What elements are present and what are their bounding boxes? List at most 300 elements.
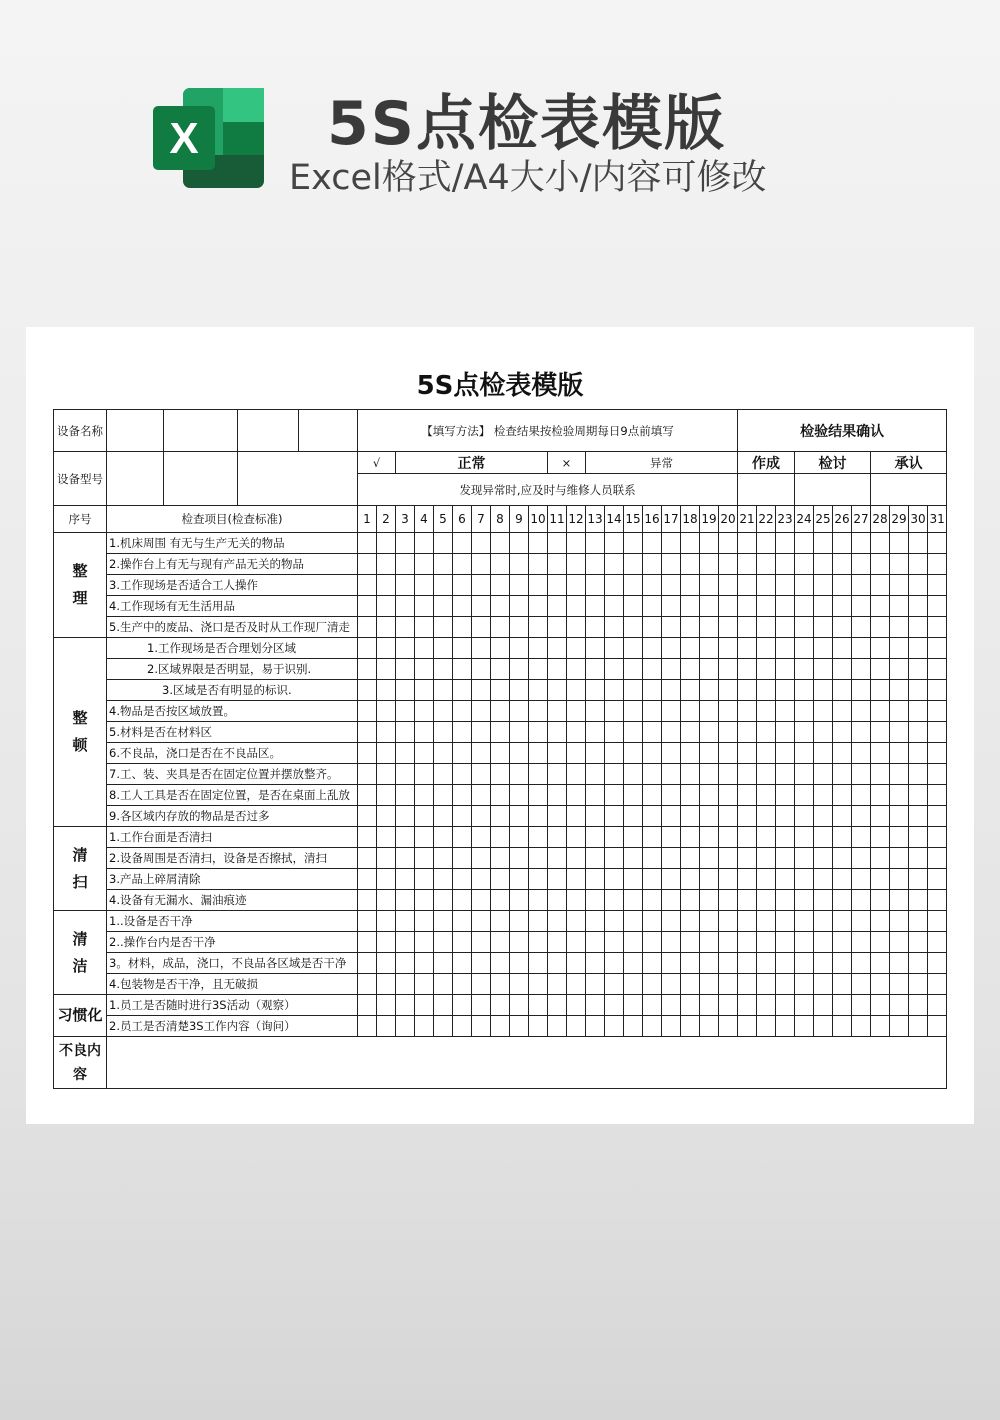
check-cell[interactable] <box>510 827 529 848</box>
check-cell[interactable] <box>662 554 681 575</box>
check-cell[interactable] <box>833 848 852 869</box>
check-cell[interactable] <box>567 743 586 764</box>
check-cell[interactable] <box>567 785 586 806</box>
check-cell[interactable] <box>833 932 852 953</box>
check-cell[interactable] <box>510 911 529 932</box>
check-cell[interactable] <box>928 533 947 554</box>
check-cell[interactable] <box>491 827 510 848</box>
check-cell[interactable] <box>814 785 833 806</box>
date-value[interactable] <box>238 410 299 451</box>
check-cell[interactable] <box>624 554 643 575</box>
check-cell[interactable] <box>510 680 529 701</box>
check-cell[interactable] <box>928 974 947 995</box>
check-cell[interactable] <box>909 701 928 722</box>
check-cell[interactable] <box>738 869 757 890</box>
check-cell[interactable] <box>358 953 377 974</box>
check-cell[interactable] <box>491 1016 510 1037</box>
check-cell[interactable] <box>643 1016 662 1037</box>
check-cell[interactable] <box>377 911 396 932</box>
check-cell[interactable] <box>548 785 567 806</box>
check-cell[interactable] <box>548 806 567 827</box>
check-cell[interactable] <box>738 827 757 848</box>
check-cell[interactable] <box>472 890 491 911</box>
check-cell[interactable] <box>871 995 890 1016</box>
check-cell[interactable] <box>415 533 434 554</box>
check-cell[interactable] <box>662 533 681 554</box>
check-cell[interactable] <box>890 785 909 806</box>
check-cell[interactable] <box>377 806 396 827</box>
check-cell[interactable] <box>909 680 928 701</box>
check-cell[interactable] <box>377 764 396 785</box>
check-cell[interactable] <box>662 743 681 764</box>
check-cell[interactable] <box>529 680 548 701</box>
owner-value[interactable] <box>238 452 358 505</box>
check-cell[interactable] <box>605 533 624 554</box>
check-cell[interactable] <box>757 596 776 617</box>
check-cell[interactable] <box>415 995 434 1016</box>
check-cell[interactable] <box>795 806 814 827</box>
check-cell[interactable] <box>776 596 795 617</box>
check-cell[interactable] <box>472 659 491 680</box>
check-cell[interactable] <box>605 1016 624 1037</box>
check-cell[interactable] <box>624 596 643 617</box>
check-cell[interactable] <box>890 617 909 638</box>
check-cell[interactable] <box>548 827 567 848</box>
check-cell[interactable] <box>757 764 776 785</box>
check-cell[interactable] <box>776 890 795 911</box>
check-cell[interactable] <box>624 911 643 932</box>
check-cell[interactable] <box>700 890 719 911</box>
check-cell[interactable] <box>871 911 890 932</box>
check-cell[interactable] <box>643 806 662 827</box>
check-cell[interactable] <box>472 806 491 827</box>
check-cell[interactable] <box>605 575 624 596</box>
check-cell[interactable] <box>434 827 453 848</box>
check-cell[interactable] <box>890 869 909 890</box>
check-cell[interactable] <box>795 764 814 785</box>
check-cell[interactable] <box>738 785 757 806</box>
check-cell[interactable] <box>833 533 852 554</box>
check-cell[interactable] <box>757 995 776 1016</box>
check-cell[interactable] <box>643 848 662 869</box>
check-cell[interactable] <box>795 932 814 953</box>
check-cell[interactable] <box>605 638 624 659</box>
check-cell[interactable] <box>928 953 947 974</box>
check-cell[interactable] <box>719 785 738 806</box>
check-cell[interactable] <box>567 701 586 722</box>
check-cell[interactable] <box>909 617 928 638</box>
check-cell[interactable] <box>890 596 909 617</box>
check-cell[interactable] <box>491 806 510 827</box>
check-cell[interactable] <box>852 533 871 554</box>
check-cell[interactable] <box>548 890 567 911</box>
check-cell[interactable] <box>434 680 453 701</box>
check-cell[interactable] <box>757 743 776 764</box>
check-cell[interactable] <box>833 596 852 617</box>
check-cell[interactable] <box>738 848 757 869</box>
check-cell[interactable] <box>700 953 719 974</box>
check-cell[interactable] <box>757 575 776 596</box>
check-cell[interactable] <box>662 911 681 932</box>
check-cell[interactable] <box>890 701 909 722</box>
check-cell[interactable] <box>358 533 377 554</box>
check-cell[interactable] <box>567 764 586 785</box>
defects-content[interactable] <box>107 1037 947 1089</box>
check-cell[interactable] <box>453 785 472 806</box>
check-cell[interactable] <box>871 764 890 785</box>
check-cell[interactable] <box>586 575 605 596</box>
check-cell[interactable] <box>738 722 757 743</box>
check-cell[interactable] <box>738 554 757 575</box>
check-cell[interactable] <box>415 932 434 953</box>
check-cell[interactable] <box>586 911 605 932</box>
check-cell[interactable] <box>890 890 909 911</box>
check-cell[interactable] <box>700 680 719 701</box>
check-cell[interactable] <box>548 596 567 617</box>
check-cell[interactable] <box>890 680 909 701</box>
check-cell[interactable] <box>814 974 833 995</box>
check-cell[interactable] <box>719 596 738 617</box>
check-cell[interactable] <box>871 617 890 638</box>
check-cell[interactable] <box>605 911 624 932</box>
check-cell[interactable] <box>510 659 529 680</box>
check-cell[interactable] <box>415 617 434 638</box>
check-cell[interactable] <box>434 533 453 554</box>
check-cell[interactable] <box>415 953 434 974</box>
check-cell[interactable] <box>529 722 548 743</box>
check-cell[interactable] <box>890 743 909 764</box>
check-cell[interactable] <box>396 764 415 785</box>
check-cell[interactable] <box>396 659 415 680</box>
check-cell[interactable] <box>643 743 662 764</box>
check-cell[interactable] <box>871 680 890 701</box>
check-cell[interactable] <box>738 596 757 617</box>
check-cell[interactable] <box>662 974 681 995</box>
check-cell[interactable] <box>719 701 738 722</box>
check-cell[interactable] <box>738 995 757 1016</box>
check-cell[interactable] <box>491 596 510 617</box>
check-cell[interactable] <box>852 575 871 596</box>
check-cell[interactable] <box>852 701 871 722</box>
check-cell[interactable] <box>871 638 890 659</box>
check-cell[interactable] <box>700 533 719 554</box>
check-cell[interactable] <box>757 869 776 890</box>
check-cell[interactable] <box>358 554 377 575</box>
check-cell[interactable] <box>643 638 662 659</box>
check-cell[interactable] <box>453 1016 472 1037</box>
check-cell[interactable] <box>776 869 795 890</box>
check-cell[interactable] <box>396 827 415 848</box>
check-cell[interactable] <box>833 554 852 575</box>
check-cell[interactable] <box>681 533 700 554</box>
check-cell[interactable] <box>662 995 681 1016</box>
check-cell[interactable] <box>928 848 947 869</box>
check-cell[interactable] <box>624 680 643 701</box>
check-cell[interactable] <box>605 659 624 680</box>
check-cell[interactable] <box>700 785 719 806</box>
check-cell[interactable] <box>928 575 947 596</box>
check-cell[interactable] <box>852 596 871 617</box>
check-cell[interactable] <box>472 533 491 554</box>
check-cell[interactable] <box>529 596 548 617</box>
check-cell[interactable] <box>605 764 624 785</box>
check-cell[interactable] <box>377 575 396 596</box>
check-cell[interactable] <box>700 554 719 575</box>
check-cell[interactable] <box>377 827 396 848</box>
check-cell[interactable] <box>681 890 700 911</box>
check-cell[interactable] <box>643 575 662 596</box>
check-cell[interactable] <box>586 932 605 953</box>
check-cell[interactable] <box>662 659 681 680</box>
check-cell[interactable] <box>567 848 586 869</box>
check-cell[interactable] <box>928 911 947 932</box>
check-cell[interactable] <box>719 764 738 785</box>
check-cell[interactable] <box>833 806 852 827</box>
check-cell[interactable] <box>358 995 377 1016</box>
check-cell[interactable] <box>624 764 643 785</box>
check-cell[interactable] <box>605 848 624 869</box>
check-cell[interactable] <box>396 743 415 764</box>
check-cell[interactable] <box>548 869 567 890</box>
check-cell[interactable] <box>548 764 567 785</box>
check-cell[interactable] <box>453 848 472 869</box>
check-cell[interactable] <box>871 596 890 617</box>
check-cell[interactable] <box>662 932 681 953</box>
check-cell[interactable] <box>377 785 396 806</box>
check-cell[interactable] <box>453 680 472 701</box>
check-cell[interactable] <box>605 617 624 638</box>
check-cell[interactable] <box>529 1016 548 1037</box>
check-cell[interactable] <box>776 743 795 764</box>
check-cell[interactable] <box>681 701 700 722</box>
check-cell[interactable] <box>605 932 624 953</box>
check-cell[interactable] <box>776 995 795 1016</box>
check-cell[interactable] <box>814 743 833 764</box>
check-cell[interactable] <box>814 806 833 827</box>
check-cell[interactable] <box>643 953 662 974</box>
check-cell[interactable] <box>605 974 624 995</box>
check-cell[interactable] <box>377 995 396 1016</box>
check-cell[interactable] <box>548 848 567 869</box>
check-cell[interactable] <box>719 638 738 659</box>
check-cell[interactable] <box>472 1016 491 1037</box>
check-cell[interactable] <box>586 680 605 701</box>
check-cell[interactable] <box>757 722 776 743</box>
check-cell[interactable] <box>928 1016 947 1037</box>
check-cell[interactable] <box>529 743 548 764</box>
check-cell[interactable] <box>472 785 491 806</box>
check-cell[interactable] <box>605 785 624 806</box>
check-cell[interactable] <box>358 848 377 869</box>
check-cell[interactable] <box>928 722 947 743</box>
check-cell[interactable] <box>909 575 928 596</box>
check-cell[interactable] <box>529 533 548 554</box>
check-cell[interactable] <box>643 533 662 554</box>
check-cell[interactable] <box>928 617 947 638</box>
check-cell[interactable] <box>434 932 453 953</box>
check-cell[interactable] <box>624 617 643 638</box>
check-cell[interactable] <box>643 974 662 995</box>
check-cell[interactable] <box>795 953 814 974</box>
check-cell[interactable] <box>396 785 415 806</box>
check-cell[interactable] <box>814 764 833 785</box>
check-cell[interactable] <box>434 554 453 575</box>
check-cell[interactable] <box>890 848 909 869</box>
check-cell[interactable] <box>700 722 719 743</box>
check-cell[interactable] <box>871 1016 890 1037</box>
check-cell[interactable] <box>472 974 491 995</box>
check-cell[interactable] <box>548 533 567 554</box>
check-cell[interactable] <box>795 701 814 722</box>
check-cell[interactable] <box>586 617 605 638</box>
check-cell[interactable] <box>472 953 491 974</box>
check-cell[interactable] <box>928 785 947 806</box>
check-cell[interactable] <box>472 911 491 932</box>
check-cell[interactable] <box>738 974 757 995</box>
check-cell[interactable] <box>529 995 548 1016</box>
check-cell[interactable] <box>510 1016 529 1037</box>
check-cell[interactable] <box>434 659 453 680</box>
check-cell[interactable] <box>567 869 586 890</box>
check-cell[interactable] <box>776 911 795 932</box>
check-cell[interactable] <box>662 953 681 974</box>
check-cell[interactable] <box>700 932 719 953</box>
check-cell[interactable] <box>776 638 795 659</box>
check-cell[interactable] <box>491 617 510 638</box>
check-cell[interactable] <box>434 974 453 995</box>
check-cell[interactable] <box>434 638 453 659</box>
check-cell[interactable] <box>852 911 871 932</box>
check-cell[interactable] <box>396 1016 415 1037</box>
check-cell[interactable] <box>814 680 833 701</box>
check-cell[interactable] <box>871 785 890 806</box>
check-cell[interactable] <box>681 659 700 680</box>
check-cell[interactable] <box>814 869 833 890</box>
check-cell[interactable] <box>890 638 909 659</box>
check-cell[interactable] <box>662 575 681 596</box>
check-cell[interactable] <box>643 596 662 617</box>
check-cell[interactable] <box>776 617 795 638</box>
check-cell[interactable] <box>586 869 605 890</box>
check-cell[interactable] <box>510 533 529 554</box>
check-cell[interactable] <box>738 617 757 638</box>
check-cell[interactable] <box>605 827 624 848</box>
check-cell[interactable] <box>415 638 434 659</box>
check-cell[interactable] <box>852 848 871 869</box>
check-cell[interactable] <box>852 659 871 680</box>
check-cell[interactable] <box>415 701 434 722</box>
check-cell[interactable] <box>662 680 681 701</box>
check-cell[interactable] <box>472 743 491 764</box>
check-cell[interactable] <box>605 596 624 617</box>
check-cell[interactable] <box>928 932 947 953</box>
check-cell[interactable] <box>852 827 871 848</box>
check-cell[interactable] <box>567 911 586 932</box>
check-cell[interactable] <box>415 890 434 911</box>
check-cell[interactable] <box>624 890 643 911</box>
check-cell[interactable] <box>833 995 852 1016</box>
check-cell[interactable] <box>396 932 415 953</box>
check-cell[interactable] <box>453 953 472 974</box>
check-cell[interactable] <box>415 659 434 680</box>
check-cell[interactable] <box>377 554 396 575</box>
check-cell[interactable] <box>415 869 434 890</box>
check-cell[interactable] <box>757 953 776 974</box>
check-cell[interactable] <box>738 953 757 974</box>
check-cell[interactable] <box>871 659 890 680</box>
check-cell[interactable] <box>491 554 510 575</box>
check-cell[interactable] <box>396 617 415 638</box>
check-cell[interactable] <box>681 953 700 974</box>
check-cell[interactable] <box>700 974 719 995</box>
check-cell[interactable] <box>510 932 529 953</box>
check-cell[interactable] <box>453 911 472 932</box>
check-cell[interactable] <box>719 827 738 848</box>
check-cell[interactable] <box>643 785 662 806</box>
check-cell[interactable] <box>586 995 605 1016</box>
check-cell[interactable] <box>415 974 434 995</box>
check-cell[interactable] <box>415 575 434 596</box>
check-cell[interactable] <box>358 932 377 953</box>
check-cell[interactable] <box>795 533 814 554</box>
check-cell[interactable] <box>700 848 719 869</box>
check-cell[interactable] <box>814 848 833 869</box>
check-cell[interactable] <box>814 722 833 743</box>
check-cell[interactable] <box>434 890 453 911</box>
check-cell[interactable] <box>624 743 643 764</box>
check-cell[interactable] <box>833 617 852 638</box>
check-cell[interactable] <box>852 806 871 827</box>
check-cell[interactable] <box>700 617 719 638</box>
check-cell[interactable] <box>928 701 947 722</box>
check-cell[interactable] <box>624 1016 643 1037</box>
check-cell[interactable] <box>719 617 738 638</box>
check-cell[interactable] <box>510 974 529 995</box>
check-cell[interactable] <box>491 995 510 1016</box>
check-cell[interactable] <box>624 953 643 974</box>
approved-sign[interactable] <box>871 474 947 506</box>
check-cell[interactable] <box>757 554 776 575</box>
check-cell[interactable] <box>605 890 624 911</box>
check-cell[interactable] <box>529 575 548 596</box>
check-cell[interactable] <box>453 806 472 827</box>
check-cell[interactable] <box>415 911 434 932</box>
check-cell[interactable] <box>586 890 605 911</box>
check-cell[interactable] <box>814 701 833 722</box>
check-cell[interactable] <box>909 995 928 1016</box>
check-cell[interactable] <box>852 638 871 659</box>
check-cell[interactable] <box>719 995 738 1016</box>
check-cell[interactable] <box>491 848 510 869</box>
check-cell[interactable] <box>472 575 491 596</box>
check-cell[interactable] <box>586 554 605 575</box>
check-cell[interactable] <box>776 827 795 848</box>
check-cell[interactable] <box>852 722 871 743</box>
check-cell[interactable] <box>491 659 510 680</box>
check-cell[interactable] <box>358 638 377 659</box>
check-cell[interactable] <box>586 533 605 554</box>
check-cell[interactable] <box>377 974 396 995</box>
check-cell[interactable] <box>472 617 491 638</box>
check-cell[interactable] <box>415 596 434 617</box>
check-cell[interactable] <box>586 764 605 785</box>
check-cell[interactable] <box>681 974 700 995</box>
check-cell[interactable] <box>776 806 795 827</box>
check-cell[interactable] <box>396 890 415 911</box>
check-cell[interactable] <box>909 869 928 890</box>
check-cell[interactable] <box>909 638 928 659</box>
check-cell[interactable] <box>586 785 605 806</box>
